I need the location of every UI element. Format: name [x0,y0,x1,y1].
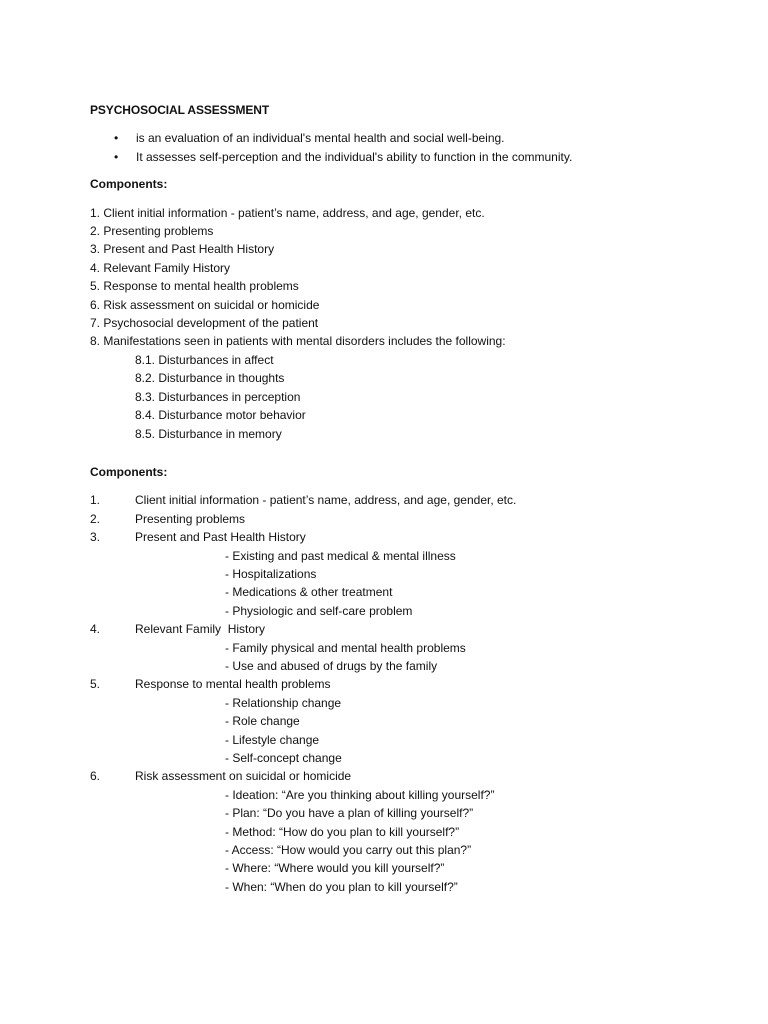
section1-subitem: 8.1. Disturbances in affect [135,352,274,367]
bullet-item [90,129,768,147]
section2-item [90,491,768,509]
bullet-glyph: • [114,149,119,164]
item-details [135,547,768,621]
detail-line: - Lifestyle change [225,732,320,747]
section1-subitem: 8.3. Disturbances in perception [135,389,301,404]
section2-item [90,528,768,620]
section2-item [90,675,768,767]
section1-item: 7. Psychosocial development of the patient [90,316,319,331]
document-title: PSYCHOSOCIAL ASSESSMENT [90,103,270,117]
detail-line: - Method: “How do you plan to kill yourself?” [225,824,460,839]
detail-line: - Plan: “Do you have a plan of killing yourself?” [225,806,474,821]
bullet-text: It assesses self-perception and the individual's ability to function in the community. [136,149,573,164]
detail-line: - When: “When do you plan to kill yourself?” [225,879,458,894]
section1-item: 2. Presenting problems [90,224,214,239]
item-details [135,639,768,676]
section2-item [90,767,768,896]
item-label: Present and Past Health History [135,530,306,545]
bullet-item [90,148,768,166]
section1-heading: Components: [90,177,168,192]
detail-line: - Physiologic and self-care problem [225,603,413,618]
item-label: Risk assessment on suicidal or homicide [135,769,352,784]
bullet-text: is an evaluation of an individual's mental health and social well-being. [136,131,505,146]
detail-line: - Access: “How would you carry out this plan?” [225,843,472,858]
item-details [135,786,768,896]
section1-item: 5. Response to mental health problems [90,279,299,294]
bullet-glyph: • [114,131,119,146]
section1-item: 6. Risk assessment on suicidal or homicide [90,297,320,312]
section2-item [90,510,768,528]
item-label: Presenting problems [135,511,246,526]
detail-line: - Use and abused of drugs by the family [225,658,438,673]
item-number: 2. [90,511,101,526]
item-details [135,694,768,768]
detail-line: - Hospitalizations [225,566,317,581]
item-label: Client initial information - patient’s name, address, and age, gender, etc. [135,493,517,508]
detail-line: - Medications & other treatment [225,585,393,600]
detail-line: - Existing and past medical & mental illness [225,548,456,563]
item-number: 6. [90,769,101,784]
section1-item: 3. Present and Past Health History [90,242,275,257]
section2-heading: Components: [90,464,168,479]
item-number: 4. [90,622,101,637]
section2-list [90,491,768,896]
intro-bullets [90,129,768,166]
item-label: Relevant Family History [135,622,266,637]
section-spacer [90,443,768,463]
detail-line: - Role change [225,714,300,729]
detail-line: - Relationship change [225,695,342,710]
section1-subitem: 8.5. Disturbance in memory [135,426,282,441]
section1-sublist [90,351,768,443]
item-number: 5. [90,677,101,692]
detail-line: - Self-concept change [225,751,342,765]
section1-list [90,204,768,351]
section1-subitem: 8.2. Disturbance in thoughts [135,371,285,386]
section1-item: 8. Manifestations seen in patients with mental disorders includes the following: [90,334,506,349]
section1-item: 1. Client initial information - patient’s name, address, and age, gender, etc. [90,205,485,220]
item-number: 1. [90,493,101,508]
item-number: 3. [90,530,101,545]
section1-subitem: 8.4. Disturbance motor behavior [135,408,306,423]
section2-item [90,620,768,675]
item-label: Response to mental health problems [135,677,331,692]
detail-line: - Family physical and mental health problems [225,640,466,655]
section1-item: 4. Relevant Family History [90,260,231,275]
detail-line: - Where: “Where would you kill yourself?” [225,861,445,876]
detail-line: - Ideation: “Are you thinking about killing yourself?” [225,787,495,802]
